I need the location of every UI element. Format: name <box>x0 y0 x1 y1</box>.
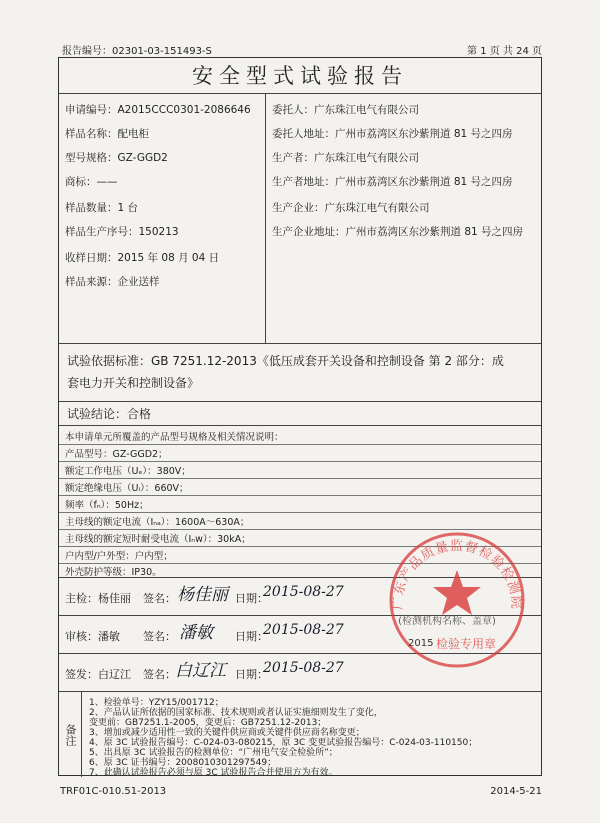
test-basis-line-1: 试验依据标准：GB 7251.12-2013《低压成套开关设备和控制设备 第 2 部分：成 <box>67 354 504 368</box>
note-item: 7、此确认试验报告必须与原 3C 试验报告合并使用方为有效。 <box>89 768 338 778</box>
signature-label: 签名： <box>143 630 176 643</box>
stamp-top-text: 广东产品质量监督检验检测院 <box>390 538 524 611</box>
info-producer: 生产者：广东珠江电气有限公司 <box>272 152 419 164</box>
desc-line: 主母线的额定短时耐受电流（Iₙw）：30kA； <box>65 534 251 545</box>
info-receive-date: 收样日期：2015 年 08 月 04 日 <box>65 252 220 264</box>
info-client-address: 委托人地址：广州市荔湾区东沙紫荆道 81 号之四房 <box>272 128 513 140</box>
info-application-no: 申请编号：A2015CCC0301-2086646 <box>65 104 251 116</box>
signature-label: 签名： <box>143 668 176 681</box>
info-quantity: 样品数量：1 台 <box>65 202 139 214</box>
notes-label: 备注 <box>59 692 82 777</box>
desc-heading: 本申请单元所覆盖的产品型号规格及相关情况说明： <box>65 432 284 443</box>
info-manufacturer: 生产企业：广东珠江电气有限公司 <box>272 202 430 214</box>
report-header <box>58 42 542 56</box>
desc-line: 频率（fₙ）：50Hz； <box>65 500 149 511</box>
reviewer-signature: 潘敏 <box>179 623 213 643</box>
signature-label: 签名： <box>143 592 176 605</box>
date-label: 日期： <box>235 668 268 681</box>
desc-line: 外壳防护等级：IP30。 <box>65 567 162 578</box>
footer-date: 2014-5-21 <box>490 786 542 797</box>
issuer-label: 签发：白辽江 <box>65 668 131 681</box>
info-trademark: 商标：—— <box>65 176 118 188</box>
test-basis <box>59 344 541 402</box>
stamp-bottom-text: 检验专用章 <box>435 637 497 651</box>
info-manufacturer-address: 生产企业地址：广州市荔湾区东沙紫荆道 81 号之四房 <box>272 226 524 238</box>
stamp-star-icon <box>433 570 481 615</box>
test-basis-line-2: 套电力开关和控制设备》 <box>67 376 200 390</box>
sample-info-left <box>59 94 266 343</box>
info-model: 型号规格：GZ-GGD2 <box>65 152 168 164</box>
desc-line: 额定绝缘电压（Uᵢ）：660V； <box>65 483 189 494</box>
note-item: 1、检验单号：YZY15/001712； <box>89 698 224 708</box>
note-item: 变更前：GB7251.1-2005，变更后：GB7251.12-2013； <box>89 718 327 728</box>
note-item: 3、增加或减少适用性一致的关键件供应商或关键件供应商名称变更； <box>89 728 365 738</box>
inspector-signature: 杨佳丽 <box>177 585 228 605</box>
note-item: 5、出具原 3C 试验报告的检测单位：“广州电气安全检验所”； <box>89 748 338 758</box>
desc-line: 额定工作电压（Uₑ）：380V； <box>65 466 191 477</box>
official-seal-stamp <box>382 520 532 670</box>
page-indicator: 第 1 页 共 24 页 <box>467 46 542 57</box>
sample-info-section <box>59 94 541 344</box>
info-source: 样品来源：企业送样 <box>65 276 160 288</box>
desc-line: 产品型号：GZ-GGD2； <box>65 449 168 460</box>
report-number: 报告编号：02301-03-151493-S <box>62 46 212 57</box>
date-label: 日期： <box>235 630 268 643</box>
info-serial: 样品生产序号：150213 <box>65 226 179 238</box>
desc-line: 户内型/户外型：户内型； <box>65 551 173 562</box>
test-conclusion: 试验结论：合格 <box>59 402 541 426</box>
note-item: 2、产品认证所依据的国家标准、技术规则或者认证实施细则发生了变化， <box>89 708 383 718</box>
inspector-label: 主检：杨佳丽 <box>65 592 131 605</box>
report-title: 安全型式试验报告 <box>59 58 541 94</box>
date-label: 日期： <box>235 592 268 605</box>
footer-form-code: TRF01C-010.51-2013 <box>60 786 167 797</box>
reviewer-date: 2015-08-27 <box>263 622 344 638</box>
notes-section <box>59 692 541 777</box>
issuer-date: 2015-08-27 <box>263 660 344 676</box>
info-sample-name: 样品名称：配电柜 <box>65 128 149 140</box>
sample-info-right <box>266 94 541 343</box>
info-client: 委托人：广东珠江电气有限公司 <box>272 104 419 116</box>
note-item: 4、原 3C 试验报告编号：C-024-03-080215，原 3C 变更试验报告编号：C-024-03-110150； <box>89 738 478 748</box>
reviewer-label: 审核：潘敏 <box>65 630 120 643</box>
note-item: 6、原 3C 证书编号：2008010301297549； <box>89 758 277 768</box>
stamp-side-note: (检测机构名称、盖章) <box>398 616 496 627</box>
info-producer-address: 生产者地址：广州市荔湾区东沙紫荆道 81 号之四房 <box>272 176 513 188</box>
stamp-partial-year: 2015 <box>408 638 434 649</box>
desc-line: 主母线的额定电流（Iₙₐ）：1600A～630A； <box>65 517 250 528</box>
inspector-date: 2015-08-27 <box>263 584 344 600</box>
issuer-signature: 白辽江 <box>175 661 226 681</box>
